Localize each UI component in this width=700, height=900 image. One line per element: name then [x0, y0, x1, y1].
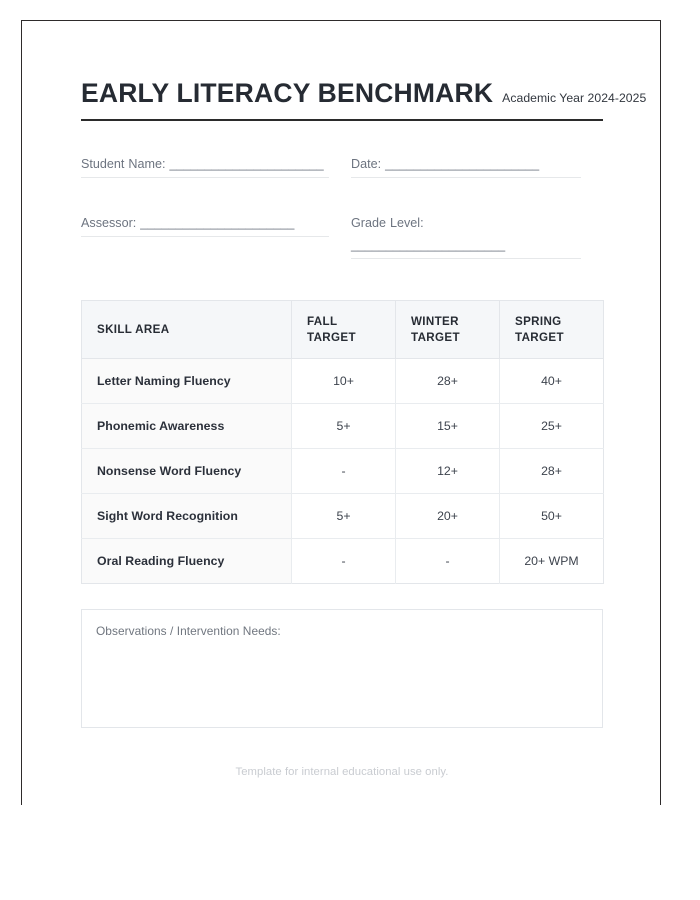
document-page [21, 20, 661, 805]
cell-skill: Phonemic Awareness [82, 404, 292, 449]
column-header-skill-area [82, 301, 292, 359]
field-date[interactable] [351, 153, 603, 185]
observations-box[interactable] [81, 609, 603, 728]
cell-skill: Sight Word Recognition [82, 494, 292, 539]
cell-fall: 10+ [292, 359, 396, 404]
cell-winter: 12+ [396, 449, 500, 494]
footer-note: Template for internal educational use only. [235, 766, 449, 779]
table-row [82, 449, 604, 494]
cell-spring: 40+ [500, 359, 604, 404]
cell-spring: 28+ [500, 449, 604, 494]
cell-skill: Nonsense Word Fluency [82, 449, 292, 494]
field-grade-level-rule [351, 258, 581, 259]
column-header-spring-target [500, 301, 604, 359]
observations-label: Observations / Intervention Needs: [96, 624, 281, 639]
column-header-winter-target [396, 301, 500, 359]
page-content [81, 78, 647, 779]
cell-fall: 5+ [292, 404, 396, 449]
cell-skill: Oral Reading Fluency [82, 539, 292, 584]
column-header-spring-target-line1: SPRING [515, 315, 562, 329]
table-row [82, 494, 604, 539]
cell-winter: 20+ [396, 494, 500, 539]
form-fields [81, 153, 603, 266]
cell-spring: 50+ [500, 494, 604, 539]
document-header [81, 78, 647, 108]
title-divider [81, 119, 603, 121]
field-assessor[interactable] [81, 185, 351, 266]
field-assessor-label: Assessor: ______________________ [81, 216, 295, 231]
column-header-winter-target-line1: WINTER [411, 315, 459, 329]
cell-winter: - [396, 539, 500, 584]
cell-fall: 5+ [292, 494, 396, 539]
field-student-name[interactable] [81, 153, 351, 185]
field-grade-level[interactable] [351, 185, 603, 266]
field-date-label: Date: ______________________ [351, 157, 540, 172]
column-header-fall-target-line2: TARGET [307, 330, 356, 344]
cell-winter: 15+ [396, 404, 500, 449]
column-header-winter-target-line2: TARGET [411, 330, 460, 344]
table-row [82, 404, 604, 449]
field-student-name-label: Student Name: ______________________ [81, 157, 324, 172]
field-student-name-rule [81, 177, 329, 178]
column-header-spring-target-line2: TARGET [515, 330, 564, 344]
page-title: EARLY LITERACY BENCHMARK [81, 78, 494, 108]
table-row [82, 539, 604, 584]
cell-fall: - [292, 449, 396, 494]
field-date-rule [351, 177, 581, 178]
cell-spring: 25+ [500, 404, 604, 449]
column-header-fall-target-line1: FALL [307, 315, 338, 329]
academic-year-subtitle: Academic Year 2024-2025 [502, 91, 647, 105]
field-grade-level-label: Grade Level: ______________________ [351, 216, 506, 253]
field-assessor-rule [81, 236, 329, 237]
table-header-row [82, 301, 604, 359]
table-row [82, 359, 604, 404]
column-header-fall-target [292, 301, 396, 359]
cell-winter: 28+ [396, 359, 500, 404]
column-header-skill-area-line1: SKILL AREA [97, 323, 170, 337]
benchmark-table [81, 300, 604, 584]
cell-skill: Letter Naming Fluency [82, 359, 292, 404]
cell-spring: 20+ WPM [500, 539, 604, 584]
cell-fall: - [292, 539, 396, 584]
